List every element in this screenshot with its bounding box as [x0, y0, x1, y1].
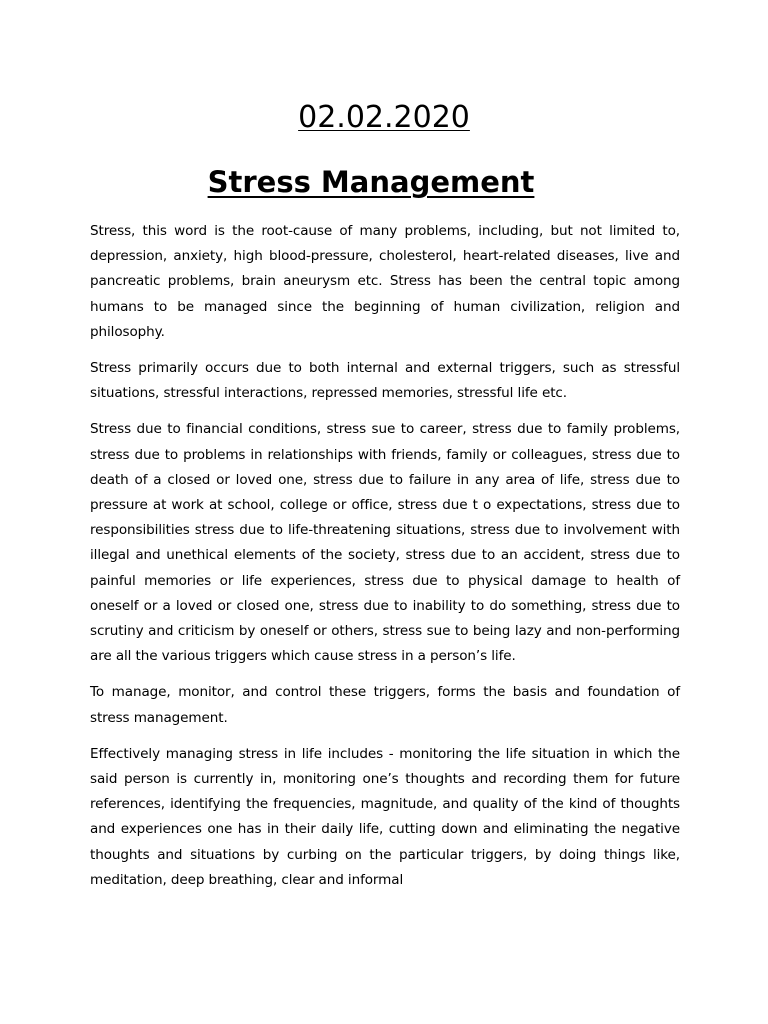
paragraph-3: Stress due to financial conditions, stress sue to career, stress due to family problems, stress due to problems in relationships with friends, family or colleagues, stress due to death of a closed or loved one, stress due to failure in any area of life, stress due to pressure at work at school, college or office, stress due t o expectations, stress due to responsibilities stress due to life-threatening situations, stress due to involvement with illegal and unethical elements of the society, stress due to an accident, stress due to painful memories or life experiences, stress due to physical damage to health of oneself or a loved or closed one, stress due to inability to do something, stress due to scrutiny and criticism by oneself or others, stress sue to being lazy and non-performing are all the various triggers which cause stress in a person’s life. [90, 421, 680, 665]
document-title: Stress Management [207, 165, 535, 199]
document-body [90, 219, 680, 904]
paragraph-4: To manage, monitor, and control these triggers, forms the basis and foundation of stress management. [90, 684, 680, 726]
paragraph-2: Stress primarily occurs due to both internal and external triggers, such as stressful situations, stressful interactions, repressed memories, stressful life etc. [90, 360, 680, 402]
paragraph-1: Stress, this word is the root-cause of many problems, including, but not limited to, depression, anxiety, high blood-pressure, cholesterol, heart-related diseases, live and pancreatic problems, brain aneurysm etc. Stress has been the central topic among humans to be managed since the beginning of human civilization, religion and philosophy. [90, 223, 680, 340]
paragraph-5: Effectively managing stress in life includes - monitoring the life situation in which the said person is currently in, monitoring one’s thoughts and recording them for future references, identifying the frequencies, magnitude, and quality of the kind of thoughts and experiences one has in their daily life, cutting down and eliminating the negative thoughts and situations by curbing on the particular triggers, by doing things like, meditation, deep breathing, clear and informal [90, 745, 680, 888]
document-date: 02.02.2020 [298, 100, 470, 135]
